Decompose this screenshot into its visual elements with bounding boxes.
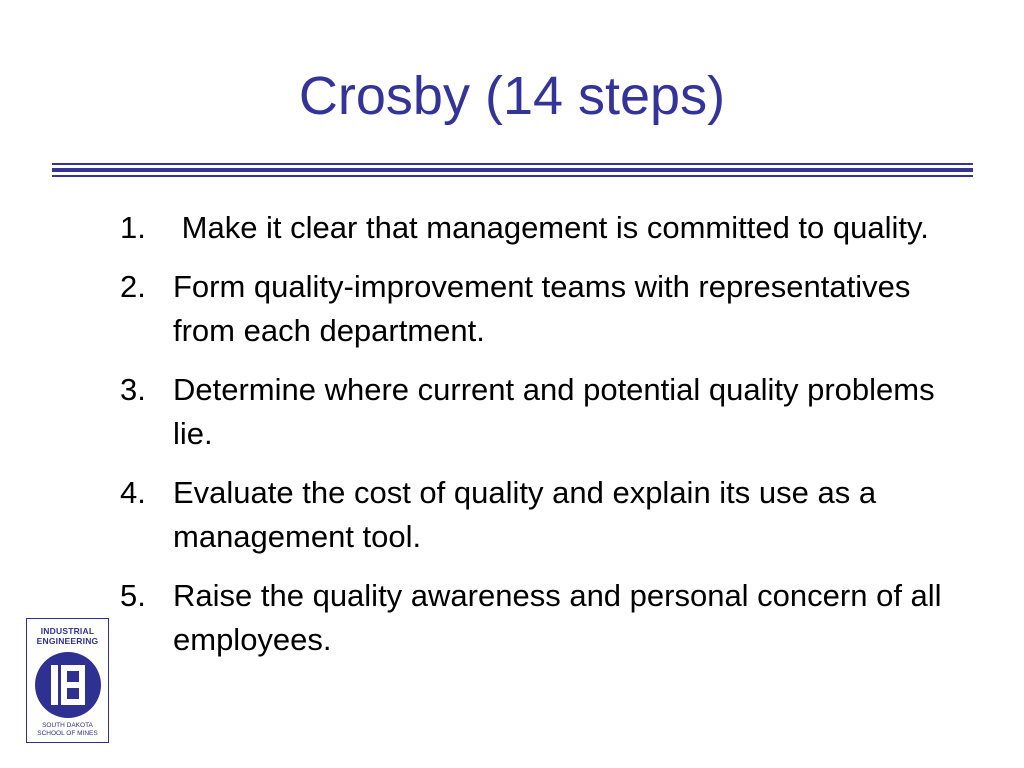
industrial-engineering-logo <box>26 618 109 743</box>
list-item <box>120 265 980 353</box>
title-divider-line <box>52 163 973 165</box>
step-number: 1. <box>120 210 146 245</box>
logo-line: INDUSTRIAL <box>40 626 95 636</box>
ie-emblem-icon <box>34 651 102 719</box>
logo-line: SCHOOL OF MINES <box>37 730 98 737</box>
list-item <box>120 574 980 662</box>
list-item <box>120 206 980 250</box>
slide-title: Crosby (14 steps) <box>298 66 726 126</box>
logo-top-text <box>27 626 108 646</box>
logo-line: ENGINEERING <box>36 636 99 646</box>
title-divider-line <box>52 168 973 172</box>
step-text: Determine where current and potential quality problems lie. <box>173 372 935 451</box>
logo-line: SOUTH DAKOTA <box>42 722 93 729</box>
step-number: 5. <box>120 578 146 613</box>
step-text: Form quality-improvement teams with representatives from each department. <box>173 269 911 348</box>
title-divider-line <box>52 175 973 177</box>
step-text: Raise the quality awareness and personal concern of all employees. <box>173 578 942 657</box>
step-text: Make it clear that management is committed to quality. <box>173 210 929 245</box>
steps-list <box>120 206 980 677</box>
step-text: Evaluate the cost of quality and explain its use as a management tool. <box>173 475 877 554</box>
list-item <box>120 368 980 456</box>
list-item <box>120 471 980 559</box>
logo-bottom-text <box>27 722 108 738</box>
step-number: 2. <box>120 269 146 304</box>
step-number: 3. <box>120 372 146 407</box>
step-number: 4. <box>120 475 146 510</box>
